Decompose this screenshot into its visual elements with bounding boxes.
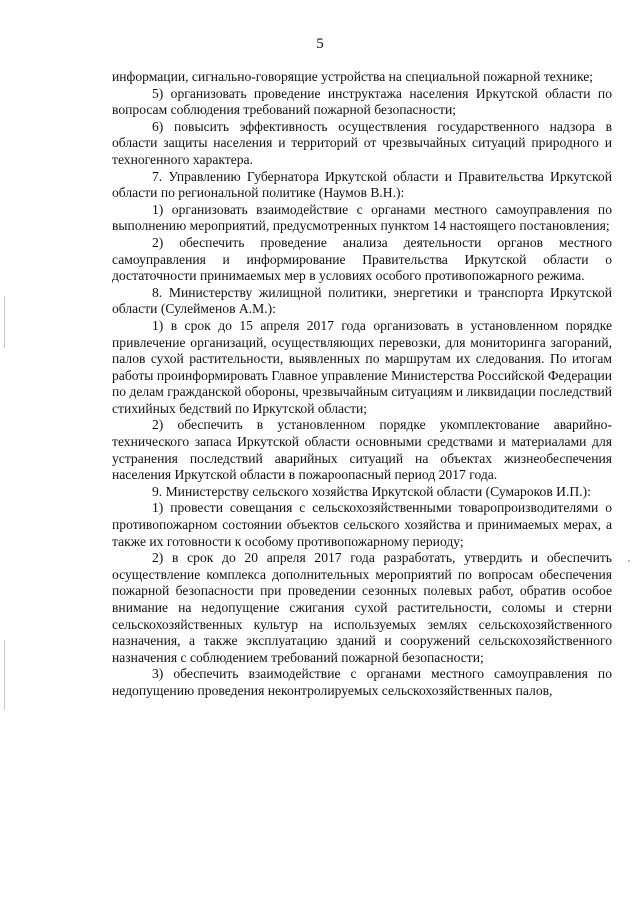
paragraph: 9. Министерству сельского хозяйства Иркутской области (Сумароков И.П.): [152, 483, 591, 499]
page-number: 5 [316, 36, 324, 52]
paragraph: 6) повысить эффективность осуществления государственного надзора в области защиты населения и территорий от чрезвычайных ситуаций природного и техногенного характера. [112, 118, 612, 167]
paragraph: 1) в срок до 15 апреля 2017 года организовать в установленном порядке привлечение организаций, осуществляющих перевозки, для мониторинга загораний, палов сухой растительности, выявленных по маршрутам их следования. По итогам работы проинформировать Главное управление Министерства Российской Федерации по делам гражданской обороны, чрезвычайным ситуациям и ликвидации последствий стихийных бедствий по Иркутской области; [112, 317, 613, 416]
scan-speck [628, 560, 630, 562]
paragraph: 1) организовать взаимодействие с органами местного самоуправления по выполнению мероприятий, предусмотренных пунктом 14 настоящего постановления; [112, 201, 612, 234]
paragraph: 2) обеспечить в установленном порядке укомплектование аварийно-технического запаса Иркутской области основными средствами и материалами для устранения последствий аварийных ситуаций на объектах жизнеобеспечения населения Иркутской области в пожароопасный период 2017 года. [112, 417, 612, 483]
paragraph: 3) обеспечить взаимодействие с органами местного самоуправления по недопущению проведения неконтролируемых сельскохозяйственных палов, [112, 666, 612, 698]
document-body [112, 69, 612, 700]
paragraph: 7. Управлению Губернатора Иркутской области и Правительства Иркутской области по региональной политике (Наумов В.Н.): [112, 168, 612, 201]
scan-edge-mark [4, 296, 5, 348]
paragraph: 2) обеспечить проведение анализа деятельности органов местного самоуправления и информирование Правительства Иркутской области о достаточности принимаемых мер в условиях особого противопожарного режима. [112, 234, 612, 284]
paragraph: 1) провести совещания с сельскохозяйственными товаропроизводителями о противопожарном состоянии объектов сельского хозяйства и принимаемых мерах, а также их готовности к особому противопожарному периоду; [112, 500, 612, 549]
scan-edge-mark [4, 640, 5, 710]
paragraph: информации, сигнально-говорящие устройства на специальной пожарной технике; [112, 69, 594, 84]
paragraph: 5) организовать проведение инструктажа населения Иркутской области по вопросам соблюдения требований пожарной безопасности; [112, 85, 612, 118]
paragraph: 8. Министерству жилищной политики, энергетики и транспорта Иркутской области (Сулейменов А.М.): [112, 284, 612, 317]
paragraph: 2) в срок до 20 апреля 2017 года разработать, утвердить и обеспечить осуществление комплекса дополнительных мероприятий по вопросам обеспечения пожарной безопасности при проведении сезонных полевых работ, обратив особое внимание на недопущение сжигания сухой растительности, соломы и стерни сельскохозяйственных культур на используемых землях сельскохозяйственного назначения, а также эксплуатацию зданий и сооружений сельскохозяйственного назначения с соблюдением требований пожарной безопасности; [112, 550, 612, 665]
